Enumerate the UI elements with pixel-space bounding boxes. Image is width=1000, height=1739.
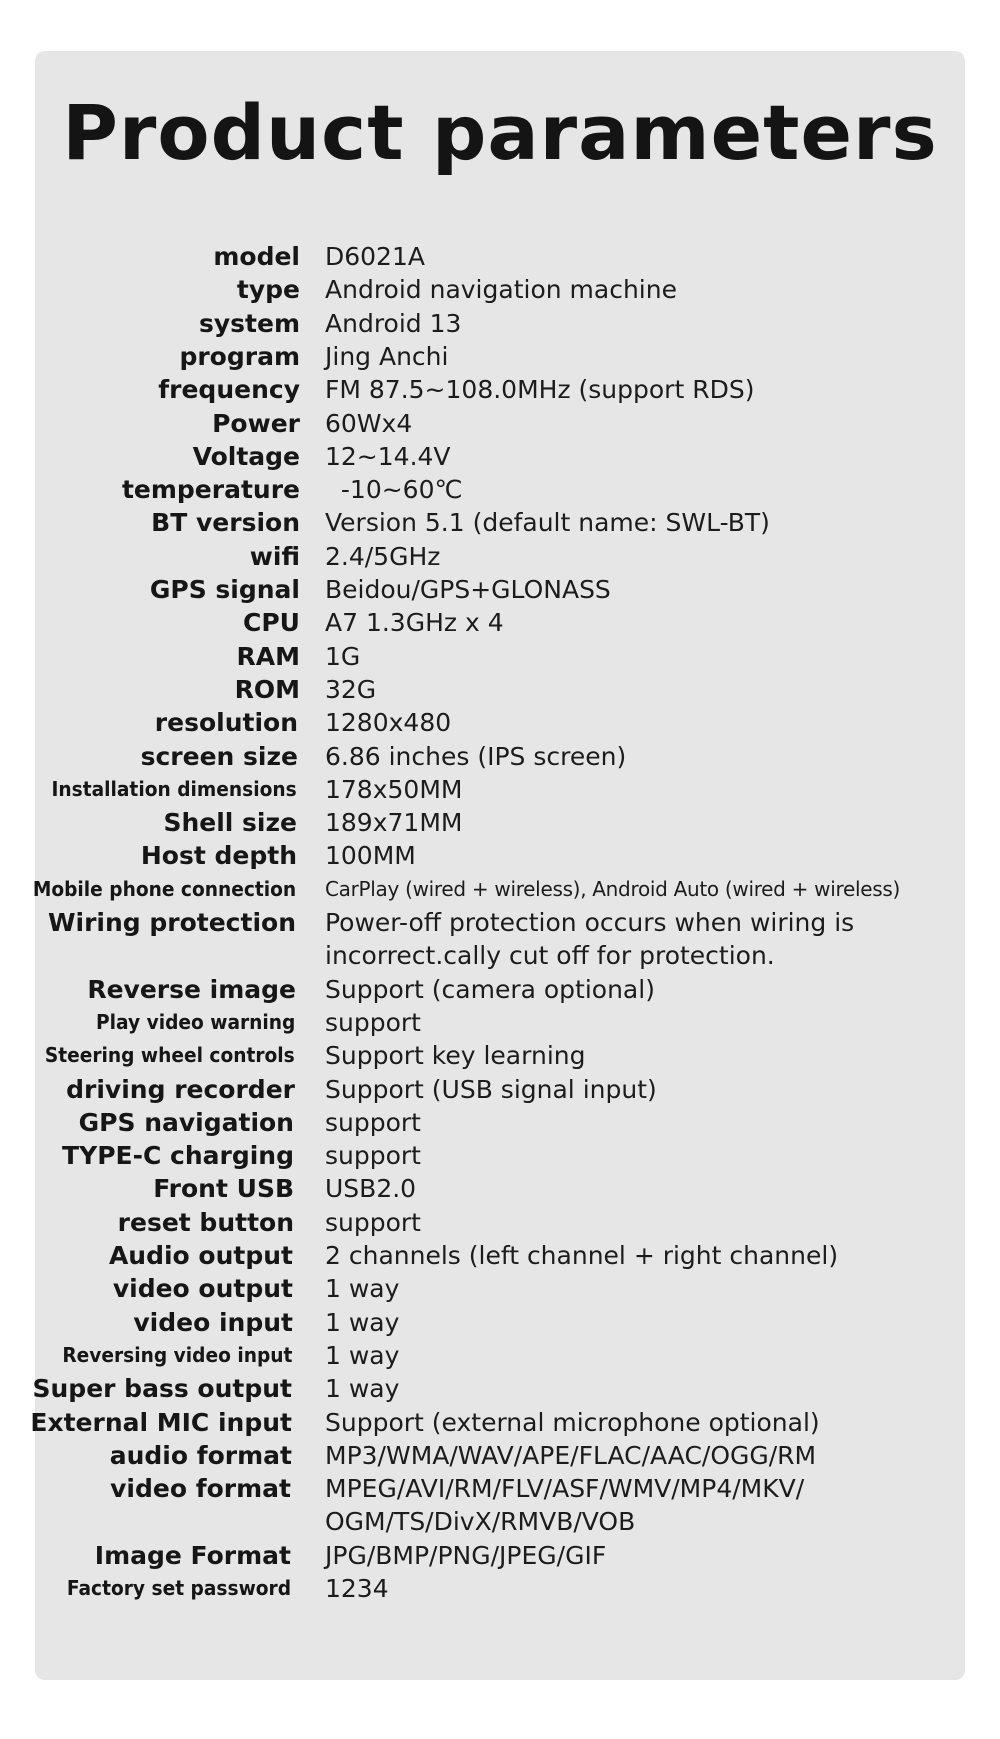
parameter-value: Power-off protection occurs when wiring is incorrect.cally cut off for protection.	[325, 908, 863, 971]
parameter-value: USB2.0	[325, 1174, 417, 1204]
parameter-value: 1234	[325, 1574, 389, 1603]
parameter-label: wifi	[249, 541, 300, 571]
parameter-label: reset button	[117, 1207, 294, 1237]
parameter-value: -10~60℃	[325, 475, 463, 505]
parameter-label: Play video warning	[95, 1009, 295, 1034]
parameter-value: Jing Anchi	[325, 341, 449, 371]
parameter-value: D6021A	[325, 242, 425, 271]
parameter-label: Wiring protection	[47, 908, 296, 937]
parameter-value: 1G	[325, 641, 361, 671]
parameter-value: support	[325, 1141, 421, 1171]
parameter-value: 6.86 inches (IPS screen)	[325, 741, 627, 771]
parameter-label: system	[198, 308, 300, 338]
parameter-label: Host depth	[140, 841, 297, 871]
parameter-label: CPU	[243, 608, 300, 638]
parameter-label: audio format	[109, 1440, 292, 1470]
parameter-label: video input	[133, 1307, 293, 1337]
parameter-value: 12~14.4V	[325, 441, 451, 471]
parameter-value: 1 way	[325, 1307, 400, 1337]
parameter-label: temperature	[121, 475, 300, 505]
parameter-label: video output	[112, 1274, 293, 1304]
parameter-label: RAM	[236, 641, 300, 671]
parameter-value: 100MM	[325, 841, 416, 871]
parameter-label: Front USB	[153, 1174, 294, 1204]
parameter-label: Reversing video input	[61, 1342, 292, 1367]
parameter-label: video format	[110, 1474, 291, 1504]
parameter-label: Reverse image	[87, 974, 296, 1004]
parameter-label: TYPE-C charging	[62, 1141, 294, 1171]
parameter-value: 1 way	[325, 1340, 400, 1370]
parameter-label: Factory set password	[66, 1576, 291, 1600]
parameter-label: Shell size	[163, 808, 297, 838]
parameter-value: support	[325, 1207, 421, 1237]
parameter-label: Installation dimensions	[51, 776, 297, 801]
parameter-value: FM 87.5~108.0MHz (support RDS)	[325, 375, 755, 405]
parameter-value: 1 way	[325, 1274, 400, 1304]
parameter-value: Support key learning	[325, 1041, 586, 1071]
parameter-value: 2 channels (left channel + right channel)	[325, 1241, 839, 1270]
parameter-label: GPS signal	[149, 575, 300, 604]
page-title: Product parameters	[62, 88, 938, 177]
parameter-value: Beidou/GPS+GLONASS	[325, 575, 611, 604]
parameter-label: External MIC input	[30, 1407, 292, 1437]
parameter-label: resolution	[154, 708, 298, 738]
parameter-label: ROM	[234, 674, 300, 704]
parameter-value: support	[325, 1107, 421, 1137]
parameter-value: 32G	[325, 674, 377, 704]
parameter-value: Android navigation machine	[325, 275, 677, 305]
parameter-label: GPS navigation	[78, 1107, 294, 1137]
parameter-label: model	[213, 242, 300, 271]
parameter-value: MPEG/AVI/RM/FLV/ASF/WMV/MP4/MKV/ OGM/TS/DivX/RMVB/VOB	[325, 1474, 813, 1537]
parameter-label: frequency	[158, 375, 300, 405]
parameter-value: Support (external microphone optional)	[325, 1407, 820, 1437]
parameter-value: 2.4/5GHz	[325, 541, 441, 571]
parameter-value: 1280x480	[325, 708, 452, 738]
parameter-value: Android 13	[325, 308, 462, 338]
parameter-value: 189x71MM	[325, 808, 463, 838]
parameter-label: type	[236, 275, 300, 305]
parameter-value: MP3/WMA/WAV/APE/FLAC/AAC/OGG/RM	[325, 1440, 817, 1470]
parameter-value: 60Wx4	[325, 408, 413, 438]
parameter-value: 178x50MM	[325, 774, 463, 804]
parameter-label: driving recorder	[66, 1074, 295, 1104]
parameter-value: CarPlay (wired + wireless), Android Auto (wired + wireless)	[325, 876, 900, 901]
parameter-label: Audio output	[108, 1241, 293, 1270]
parameter-value: A7 1.3GHz x 4	[325, 608, 504, 638]
parameter-label: Mobile phone connection	[32, 876, 296, 901]
parameter-value: support	[325, 1007, 421, 1037]
parameter-label: Steering wheel controls	[45, 1043, 295, 1068]
parameter-label: program	[179, 341, 300, 371]
parameter-label: Image Format	[94, 1540, 291, 1570]
parameter-value: Support (USB signal input)	[325, 1074, 657, 1104]
parameter-value: Support (camera optional)	[325, 974, 655, 1004]
parameter-value: 1 way	[325, 1374, 400, 1404]
parameter-value: Version 5.1 (default name: SWL-BT)	[325, 508, 770, 538]
parameter-label: screen size	[140, 741, 298, 771]
parameter-value: JPG/BMP/PNG/JPEG/GIF	[325, 1540, 607, 1570]
parameter-label: BT version	[151, 508, 300, 538]
parameter-label: Power	[212, 408, 300, 438]
parameter-label: Voltage	[192, 441, 300, 471]
parameter-label: Super bass output	[32, 1374, 292, 1404]
